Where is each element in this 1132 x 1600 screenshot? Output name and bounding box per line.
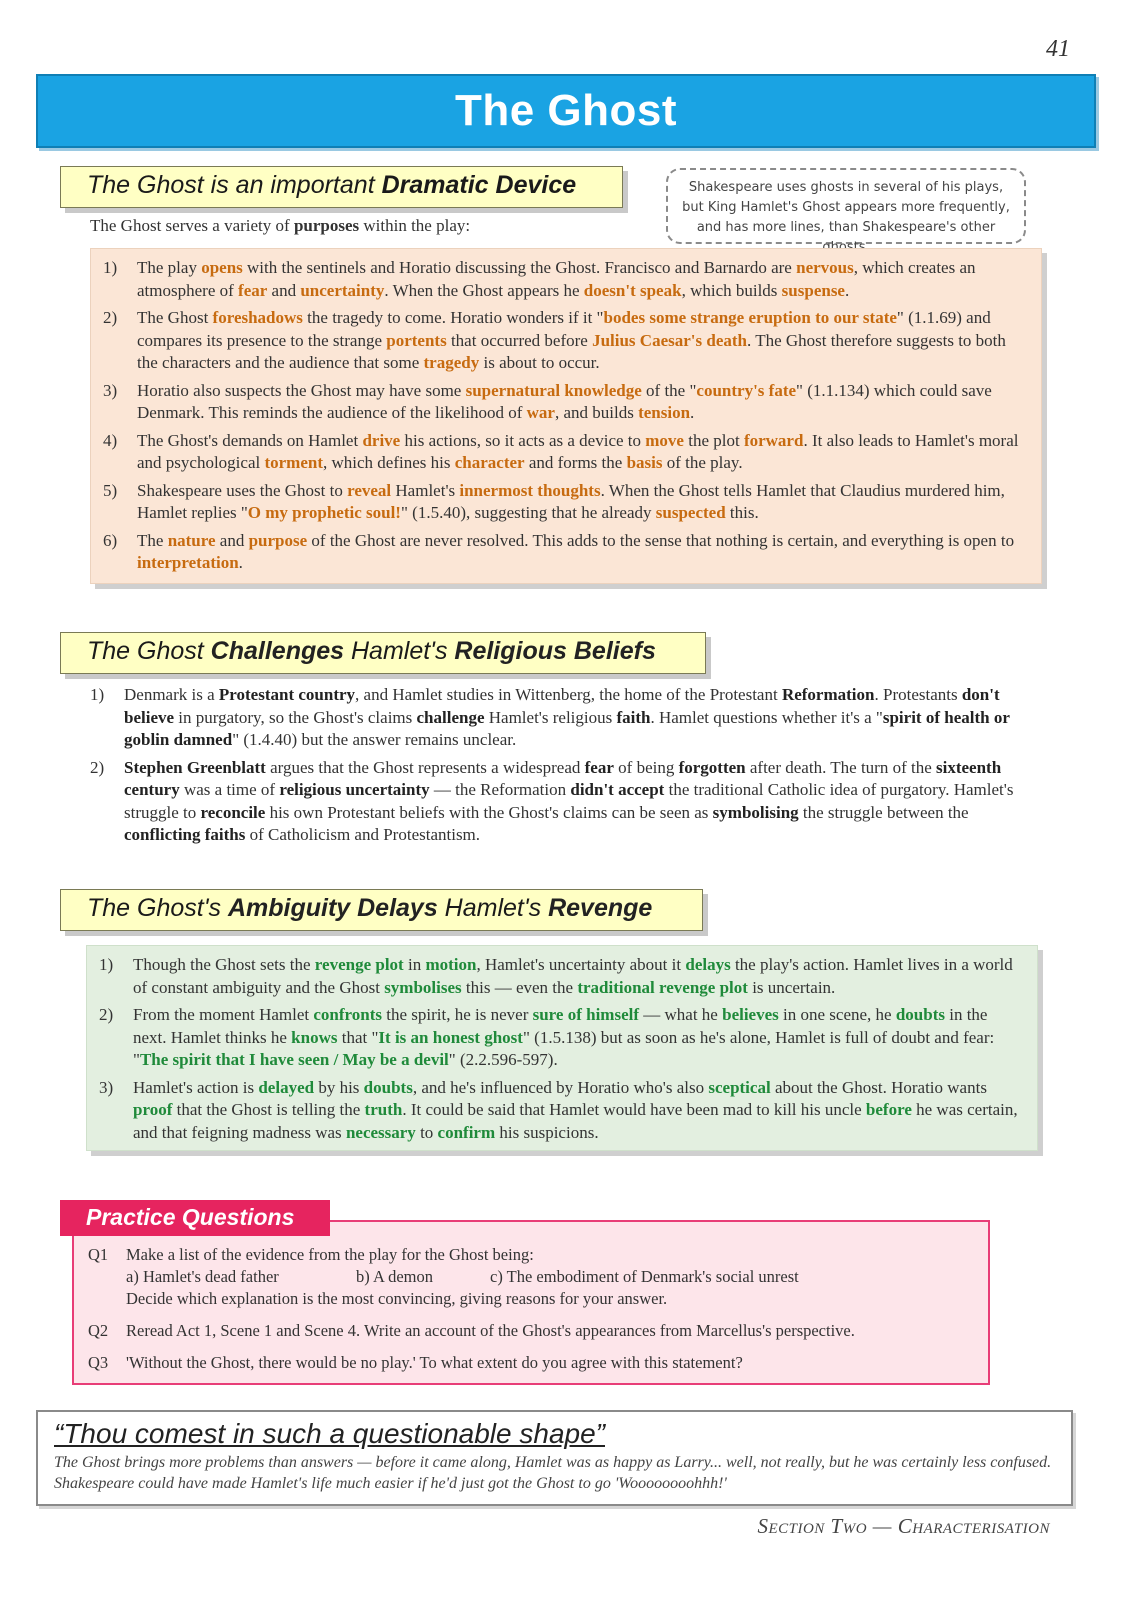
option-a: a) Hamlet's dead father: [126, 1267, 279, 1286]
emphasis-text: interpretation: [137, 553, 239, 572]
list-text: [137, 380, 1025, 425]
body-text: , which creates an atmosphere of: [137, 258, 976, 300]
emphasis-text: traditional revenge plot: [577, 977, 748, 997]
body-text: . The Ghost therefore suggests to both the characters and the audience that some: [137, 330, 1006, 372]
body-text: of the ": [641, 380, 697, 400]
body-text: by his: [314, 1077, 364, 1097]
intro-text-a: The Ghost serves a variety of: [90, 216, 294, 235]
list-number: 3): [99, 1077, 114, 1097]
emphasis-text: Challenges: [210, 637, 345, 665]
body-text: The play: [137, 258, 202, 277]
list-number: 5): [103, 480, 118, 500]
emphasis-text: spirit of health or goblin damned: [124, 707, 1010, 749]
body-text: and forms the: [524, 453, 627, 472]
emphasis-text: war: [526, 403, 555, 422]
body-text: this.: [725, 503, 759, 522]
list-item: [103, 430, 1025, 475]
emphasis-text: proof: [133, 1100, 173, 1119]
emphasis-text: uncertainty: [300, 280, 385, 300]
emphasis-text: confronts: [313, 1005, 382, 1024]
body-text: — the Reformation: [429, 780, 571, 799]
heading-text: [87, 637, 656, 665]
body-text: " (1.1.69) and compares its presence to the strange: [137, 308, 991, 350]
body-text: Hamlet's: [437, 894, 549, 922]
list-item: [103, 480, 1025, 525]
emphasis-text: Ambiguity Delays: [227, 894, 438, 922]
religious-beliefs-section: [86, 684, 1036, 852]
list-number: 2): [99, 1005, 114, 1024]
emphasis-text: supernatural knowledge: [465, 380, 642, 400]
intro-emphasis: purposes: [293, 216, 360, 235]
body-text: after death. The turn of the: [745, 757, 937, 777]
emphasis-text: faith: [616, 707, 651, 727]
body-text: Hamlet's: [391, 480, 460, 500]
emphasis-text: tragedy: [423, 353, 480, 372]
question-text: Make a list of the evidence from the play for the Ghost being:: [126, 1245, 534, 1264]
emphasis-text: sceptical: [708, 1077, 771, 1097]
quote-box: [36, 1410, 1073, 1506]
body-text: " (1.5.138) but as soon as he's alone, Hamlet is full of doubt and fear: ": [133, 1027, 995, 1069]
section-heading-religious-beliefs: [60, 632, 706, 674]
body-text: in: [403, 955, 426, 974]
emphasis-text: symbolising: [712, 802, 799, 822]
emphasis-text: reveal: [347, 480, 392, 500]
list-text: [133, 1004, 1021, 1072]
religious-beliefs-list: [90, 684, 1032, 847]
list-item: [103, 257, 1025, 302]
emphasis-text: knows: [291, 1027, 338, 1047]
page-title: The Ghost: [454, 86, 678, 135]
body-text: , and he's influenced by Horatio who's also: [412, 1077, 709, 1097]
list-text: [137, 530, 1025, 575]
intro-text-c: within the play:: [359, 216, 471, 235]
body-text: . When the Ghost tells Hamlet that Claudius murdered him, Hamlet replies ": [137, 480, 1005, 522]
emphasis-text: motion: [425, 955, 477, 974]
body-text: Though the Ghost sets the: [133, 955, 315, 974]
emphasis-text: before: [865, 1100, 912, 1119]
body-text: " (1.5.40), suggesting that he already: [400, 503, 656, 522]
emphasis-text: necessary: [345, 1122, 416, 1142]
body-text: . When the Ghost appears he: [384, 280, 584, 300]
question-1-options: [126, 1266, 799, 1288]
emphasis-text: suspected: [655, 503, 726, 522]
body-text: and: [215, 530, 249, 550]
body-text: his own Protestant beliefs with the Ghost's claims can be seen as: [265, 802, 713, 822]
list-item: [99, 1077, 1021, 1145]
body-text: Hamlet's: [344, 637, 455, 665]
emphasis-text: bodes some strange eruption to our state: [603, 308, 897, 327]
practice-questions-heading: Practice Questions: [60, 1200, 330, 1236]
heading-text: The Ghost is an important: [87, 171, 382, 199]
emphasis-text: religious uncertainty: [279, 780, 430, 799]
emphasis-text: portents: [386, 330, 447, 350]
body-text: . Hamlet questions whether it's a ": [650, 707, 883, 727]
emphasis-text: doubts: [895, 1005, 945, 1024]
body-text: that occurred before: [446, 330, 593, 350]
body-text: Hamlet's religious: [484, 707, 617, 727]
emphasis-text: sure of himself: [532, 1005, 640, 1024]
emphasis-text: sixteenth century: [124, 757, 1002, 799]
list-text: [137, 257, 1025, 302]
emphasis-text: character: [454, 453, 525, 472]
emphasis-text: tension: [638, 403, 691, 422]
list-item: [90, 757, 1032, 847]
emphasis-text: fear: [584, 757, 614, 777]
body-text: " (2.2.596-597).: [448, 1050, 558, 1069]
body-text: " (1.1.134) which could save Denmark. This reminds the audience of the likelihood of: [137, 380, 992, 422]
list-number: 2): [103, 308, 118, 327]
list-item: [99, 954, 1021, 999]
emphasis-text: Revenge: [548, 894, 653, 922]
body-text: the traditional Catholic idea of purgatory. Hamlet's struggle to: [124, 780, 1014, 822]
body-text: .: [690, 403, 695, 422]
list-text: [133, 954, 1021, 999]
emphasis-text: conflicting faiths: [124, 825, 246, 844]
list-text: [137, 307, 1025, 375]
body-text: . It could be said that Hamlet would have been mad to kill his uncle: [402, 1100, 866, 1119]
body-text: his actions, so it acts as a device to: [400, 430, 646, 450]
list-text: [124, 684, 1032, 752]
body-text: his suspicions.: [495, 1122, 599, 1142]
body-text: of the play.: [662, 453, 743, 472]
list-item: [99, 1004, 1021, 1072]
list-item: [90, 684, 1032, 752]
body-text: . It also leads to Hamlet's moral and psychological: [137, 430, 1019, 472]
purposes-panel: [90, 248, 1042, 584]
emphasis-text: Religious Beliefs: [454, 637, 656, 665]
body-text: .: [844, 280, 850, 300]
emphasis-text: Stephen Greenblatt: [124, 757, 266, 777]
list-number: 2): [90, 757, 105, 777]
list-number: 3): [103, 380, 118, 400]
emphasis-text: suspense: [781, 280, 845, 300]
emphasis-text: forgotten: [678, 757, 746, 777]
body-text: The Ghost's: [87, 894, 228, 922]
body-text: Denmark is a: [124, 685, 219, 704]
body-text: , and builds: [554, 403, 639, 422]
emphasis-text: nervous: [796, 258, 854, 277]
emphasis-text: purpose: [248, 530, 308, 550]
emphasis-text: fear: [238, 280, 268, 300]
ambiguity-panel: [86, 945, 1038, 1151]
quote-body: The Ghost brings more problems than answers — before it came along, Hamlet was as happy as Larry... well, not really, but he was certainly less confused. Shakespeare could have made Hamlet's life much easier if he'd just got the Ghost to go 'Woooooooohhh!': [54, 1454, 1052, 1492]
side-note: Shakespeare uses ghosts in several of his plays, but King Hamlet's Ghost appears more frequently, and has more lines, than Shakespeare's other: [666, 168, 1026, 244]
emphasis-text: didn't accept: [570, 780, 665, 799]
emphasis-text: doesn't speak: [583, 280, 682, 300]
body-text: The Ghost: [87, 637, 211, 665]
emphasis-text: foreshadows: [212, 308, 303, 327]
list-text: [137, 480, 1025, 525]
emphasis-text: It is an honest ghost: [378, 1027, 523, 1047]
body-text: The: [137, 530, 168, 550]
emphasis-text: confirm: [437, 1122, 496, 1142]
emphasis-text: Reformation: [781, 685, 875, 704]
body-text: was a time of: [179, 780, 280, 799]
list-text: [137, 430, 1025, 475]
option-b: b) A demon: [356, 1267, 433, 1286]
emphasis-text: don't believe: [124, 685, 1000, 727]
emphasis-text: basis: [626, 453, 663, 472]
emphasis-text: forward: [743, 430, 804, 450]
question-1-followup: Decide which explanation is the most convincing, giving reasons for your answer.: [126, 1289, 668, 1308]
question-number: Q1: [88, 1245, 109, 1264]
emphasis-text: challenge: [416, 707, 485, 727]
question-number: Q3: [88, 1353, 109, 1372]
body-text: . Protestants: [874, 685, 962, 704]
emphasis-text: torment: [264, 453, 323, 472]
emphasis-text: Protestant country: [218, 685, 356, 704]
section-heading-dramatic-device: [60, 166, 623, 208]
body-text: that the Ghost is telling the: [172, 1100, 365, 1119]
list-number: 1): [90, 685, 105, 704]
body-text: From the moment Hamlet: [133, 1005, 314, 1024]
page-number: 41: [1046, 36, 1070, 62]
list-number: 1): [103, 258, 118, 277]
body-text: this — even the: [461, 977, 578, 997]
section-heading-ambiguity: [60, 889, 703, 931]
list-number: 4): [103, 430, 118, 450]
body-text: of being: [613, 757, 679, 777]
emphasis-text: O my prophetic soul!: [247, 503, 401, 522]
list-number: 1): [99, 955, 114, 974]
body-text: to: [415, 1122, 438, 1142]
emphasis-text: symbolises: [384, 977, 462, 997]
emphasis-text: doubts: [363, 1077, 413, 1097]
body-text: the struggle between the: [798, 802, 969, 822]
body-text: the plot: [683, 430, 744, 450]
emphasis-text: The spirit that I have seen / May be a devil: [139, 1050, 449, 1069]
body-text: , which defines his: [323, 453, 455, 472]
body-text: Hamlet's action is: [133, 1077, 259, 1097]
emphasis-text: nature: [167, 530, 216, 550]
body-text: that ": [337, 1027, 379, 1047]
body-text: the play's action. Hamlet lives in a world of constant ambiguity and the Ghost: [133, 955, 1013, 997]
body-text: the tragedy to come. Horatio wonders if it ": [302, 308, 604, 327]
body-text: The Ghost's demands on Hamlet: [137, 430, 363, 450]
list-text: [133, 1077, 1021, 1145]
emphasis-text: delayed: [258, 1077, 315, 1097]
body-text: in purgatory, so the Ghost's claims: [174, 707, 417, 727]
quote-title: “Thou comest in such a questionable shape”: [54, 1418, 605, 1449]
body-text: , Hamlet's uncertainty about it: [476, 955, 686, 974]
body-text: Shakespeare uses the Ghost to: [137, 480, 348, 500]
question-2: [88, 1320, 978, 1342]
ambiguity-list: [99, 954, 1021, 1144]
body-text: — what he: [639, 1005, 723, 1024]
body-text: the spirit, he is never: [382, 1005, 533, 1024]
emphasis-text: Julius Caesar's death: [592, 330, 747, 350]
question-3: [88, 1352, 978, 1374]
body-text: of Catholicism and Protestantism.: [245, 825, 481, 844]
question-text: Reread Act 1, Scene 1 and Scene 4. Write an account of the Ghost's appearances from Marcellus's perspective.: [126, 1321, 855, 1340]
emphasis-text: opens: [201, 258, 243, 277]
section-footer: Section Two — Characterisation: [757, 1514, 1050, 1538]
emphasis-text: revenge plot: [314, 955, 404, 974]
option-c: c) The embodiment of Denmark's social unrest: [490, 1267, 799, 1286]
body-text: in one scene, he: [778, 1005, 896, 1024]
emphasis-text: move: [645, 430, 684, 450]
body-text: is uncertain.: [747, 977, 836, 997]
body-text: about the Ghost. Horatio wants: [770, 1077, 987, 1097]
question-number: Q2: [88, 1321, 109, 1340]
list-number: 6): [103, 530, 118, 550]
purposes-list: [103, 257, 1025, 575]
heading-text: [87, 894, 652, 922]
body-text: of the Ghost are never resolved. This adds to the sense that nothing is certain, and everything is open to: [307, 530, 1015, 550]
body-text: , and Hamlet studies in Wittenberg, the home of the Protestant: [355, 685, 782, 704]
emphasis-text: drive: [362, 430, 401, 450]
list-item: [103, 380, 1025, 425]
body-text: argues that the Ghost represents a widespread: [265, 757, 585, 777]
body-text: and: [267, 280, 301, 300]
emphasis-text: reconcile: [200, 802, 266, 822]
body-text: " (1.4.40) but the answer remains unclear.: [232, 730, 517, 749]
emphasis-text: innermost thoughts: [459, 480, 601, 500]
list-text: [124, 757, 1032, 847]
body-text: Horatio also suspects the Ghost may have some: [137, 380, 466, 400]
title-banner: [36, 74, 1096, 148]
emphasis-text: believes: [722, 1005, 779, 1024]
body-text: in the next. Hamlet thinks he: [133, 1005, 988, 1047]
question-1: [88, 1244, 978, 1266]
body-text: , which builds: [681, 280, 782, 300]
list-item: [103, 307, 1025, 375]
body-text: The Ghost: [137, 308, 213, 327]
emphasis-text: country's fate: [696, 380, 797, 400]
heading-emphasis: Dramatic Device: [381, 171, 577, 199]
body-text: .: [238, 553, 243, 572]
section-intro: [90, 216, 470, 236]
list-item: [103, 530, 1025, 575]
body-text: with the sentinels and Horatio discussing the Ghost. Francisco and Barnardo are: [242, 258, 797, 277]
body-text: is about to occur.: [479, 353, 600, 372]
emphasis-text: delays: [685, 955, 731, 974]
body-text: he was certain, and that feigning madness was: [133, 1100, 1018, 1142]
question-text: 'Without the Ghost, there would be no play.' To what extent do you agree with this statement?: [126, 1353, 743, 1372]
emphasis-text: truth: [364, 1100, 403, 1119]
